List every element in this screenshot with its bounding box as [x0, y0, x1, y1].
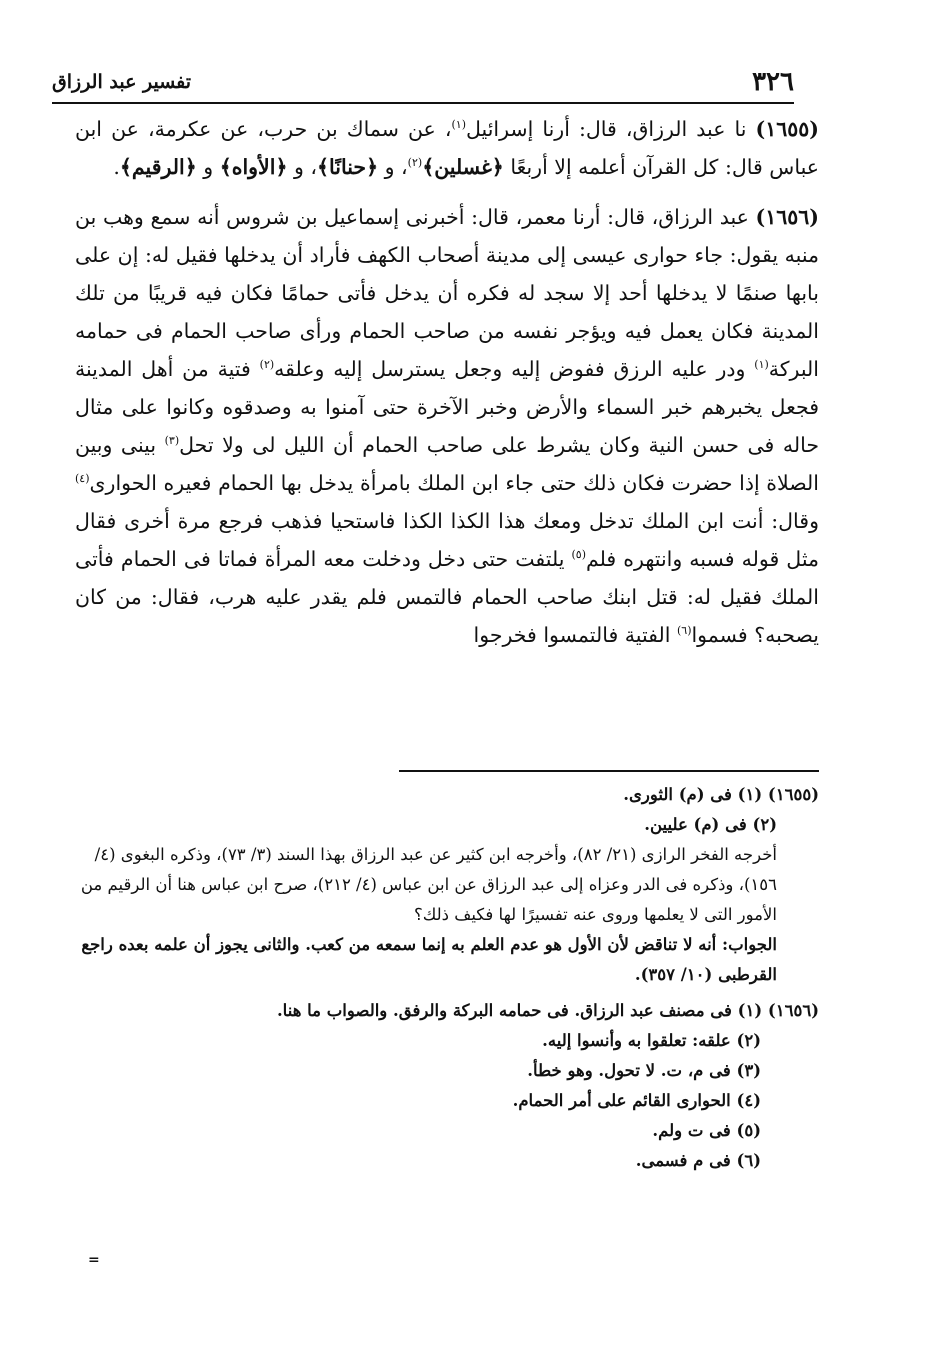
text-segment: و: [196, 155, 220, 179]
footnote-marker: (١): [754, 358, 769, 372]
footnotes-1656: [75, 996, 819, 1176]
text-segment: يلتفت حتى دخل ودخلت معه المرأة فماتا فى الحمام فأتى الملك فقيل له: قتل ابنك صاحب الحمام فالتمس فلم يقدر عليه هرب، فقال: من كان يصحبه؟ فسموا: [75, 547, 819, 647]
quran-word: ﴿غسلين﴾: [422, 155, 504, 179]
text-segment: بينى وبين الصلاة إذا حضرت فكان ذلك حتى جاء ابن الملك بامرأة يدخل بها الحمام فعيره الحوارى: [75, 433, 819, 495]
footnote-1656-6: (٦) فى م فسمى.: [635, 1151, 761, 1170]
text-segment: نا عبد الرزاق، قال: أرنا إسرائيل: [465, 117, 756, 141]
footnote-marker: (٤): [75, 472, 90, 486]
footnote-1655-2: (٢) فى (م) عليين.: [644, 815, 777, 834]
quran-word: ﴿الرقيم﴾: [119, 155, 197, 179]
footnote-1656-3: (٣) فى م، ت. لا تحول. وهو خطأ.: [527, 1061, 761, 1080]
page-header: [52, 62, 794, 104]
footnote-marker: (٢): [407, 156, 423, 170]
text-segment: وقال: أنت ابن الملك تدخل ومعك هذا الكذا الكذا فاستحيا فذهب فرجع مرة أخرى فقال مثل قوله فسبه وانتهره فلم: [75, 509, 819, 571]
text-segment: ، و: [287, 155, 318, 179]
page-end-mark: =: [88, 1252, 100, 1268]
paragraph-1656: [75, 198, 819, 654]
footnote-marker: (١): [451, 118, 466, 132]
text-segment: ، و: [378, 155, 408, 179]
text-segment: ودر عليه الرزق ففوض إليه وجعل يسترسل إليه وعلقه: [274, 357, 755, 381]
text-segment: الفتية فالتمسوا فخرجوا: [473, 623, 677, 647]
text-segment: .: [113, 155, 120, 179]
hadith-number: (١٦٥٥): [755, 117, 819, 141]
footnote-marker: (٣): [164, 434, 180, 448]
footnote-divider: [399, 770, 819, 772]
footnotes: [75, 780, 819, 1176]
hadith-number: (١٦٥٦): [755, 205, 819, 229]
page-number: ٣٢٦: [752, 67, 794, 97]
footnote-1655-1: (١٦٥٥) (١) فى (م) الثورى.: [623, 785, 819, 804]
quran-word: ﴿حنانًا﴾: [317, 155, 379, 179]
footnote-marker: (٥): [571, 548, 586, 562]
footnote-1655-commentary: أخرجه الفخر الرازى (٢١/ ٨٢)، وأخرجه ابن كثير عن عبد الرزاق بهذا السند (٣/ ٧٣)، وذكره البغوى (٤/ ١٥٦)، وذكره فى الدر وعزاه إلى عبد الرزاق عن ابن عباس (٤/ ٢١٢)، صرح ابن عباس هنا أن الرقيم من الأمور التى لا يعلمها وروى عنه تفسيرًا لها فكيف ذلك؟: [80, 845, 777, 924]
footnote-marker: (٢): [259, 358, 275, 372]
main-text: [75, 110, 819, 666]
footnote-1656-4: (٤) الحوارى القائم على أمر الحمام.: [512, 1091, 761, 1110]
footnote-marker: (٦): [676, 624, 692, 638]
quran-word: ﴿الأواه﴾: [219, 155, 288, 179]
running-title: تفسير عبد الرزاق: [52, 71, 192, 93]
text-segment: عبد الرزاق، قال: أرنا معمر، قال: أخبرنى إسماعيل بن شروس أنه سمع وهب بن منبه يقول: جاء حوارى عيسى إلى مدينة أصحاب الكهف فأراد أن يدخلها فقيل له: إن على بابها صنمًا لا يدخلها أحد إلا سجد له فكره أن يدخل فأتى حمامًا فكان فيه قريبًا من تلك المدينة فكان يعمل فيه ويؤجر نفسه من صاحب الحمام ورأى صاحب الحمام فى حمامه البركة: [75, 205, 819, 381]
footnote-1655-answer: الجواب: أنه لا تناقض لأن الأول هو عدم العلم به إنما سمعه من كعب. والثانى يجوز أن علمه بعده راجع القرطبى (١٠/ ٣٥٧).: [81, 935, 777, 984]
text-segment: فتية من أهل المدينة فجعل يخبرهم خبر السماء والأرض وخبر الآخرة حتى آمنوا به وصدقوه وكانوا على مثال حاله فى حسن النية وكان يشرط على صاحب الحمام أن الليل لى ولا تحل: [75, 357, 820, 457]
paragraph-1655: [75, 110, 819, 186]
footnote-1656-2: (٢) علقه: تعلقوا به وأنسوا إليه.: [542, 1031, 761, 1050]
footnote-1656-1: (١٦٥٦) (١) فى مصنف عبد الرزاق. فى حمامه البركة والرفق. والصواب ما هنا.: [276, 1001, 819, 1020]
text-segment: ، عن سماك بن حرب، عن عكرمة، عن ابن عباس قال: كل القرآن أعلمه إلا أربعًا: [75, 117, 819, 179]
footnote-1656-5: (٥) فى ت ولم.: [652, 1121, 761, 1140]
